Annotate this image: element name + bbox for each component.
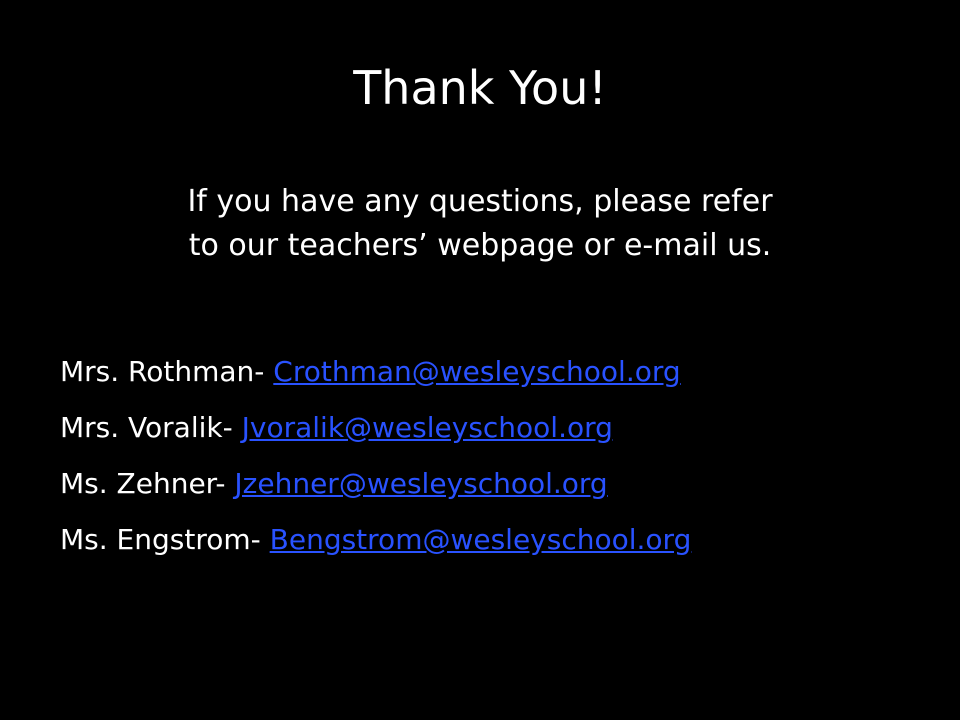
email-link-zehner[interactable]: Jzehner@wesleyschool.org [234, 467, 608, 500]
contact-engstrom [60, 512, 920, 568]
contact-name: Mrs. Rothman- [60, 355, 274, 388]
slide-title: Thank You! [353, 61, 607, 115]
email-link-voralik[interactable]: Jvoralik@wesleyschool.org [241, 411, 613, 444]
email-link-engstrom[interactable]: Bengstrom@wesleyschool.org [269, 523, 692, 556]
intro-text [60, 180, 900, 268]
email-link-rothman[interactable]: Crothman@wesleyschool.org [273, 355, 681, 388]
intro-line-2: to our teachers’ webpage or e-mail us. [188, 228, 772, 263]
contact-list [60, 344, 920, 568]
contact-name: Ms. Zehner- [60, 467, 235, 500]
intro-line-1: If you have any questions, please refer [187, 184, 773, 219]
contact-zehner [60, 456, 920, 512]
contact-name: Ms. Engstrom- [60, 523, 270, 556]
contact-name: Mrs. Voralik- [60, 411, 242, 444]
contact-voralik [60, 400, 920, 456]
contact-rothman [60, 344, 920, 400]
